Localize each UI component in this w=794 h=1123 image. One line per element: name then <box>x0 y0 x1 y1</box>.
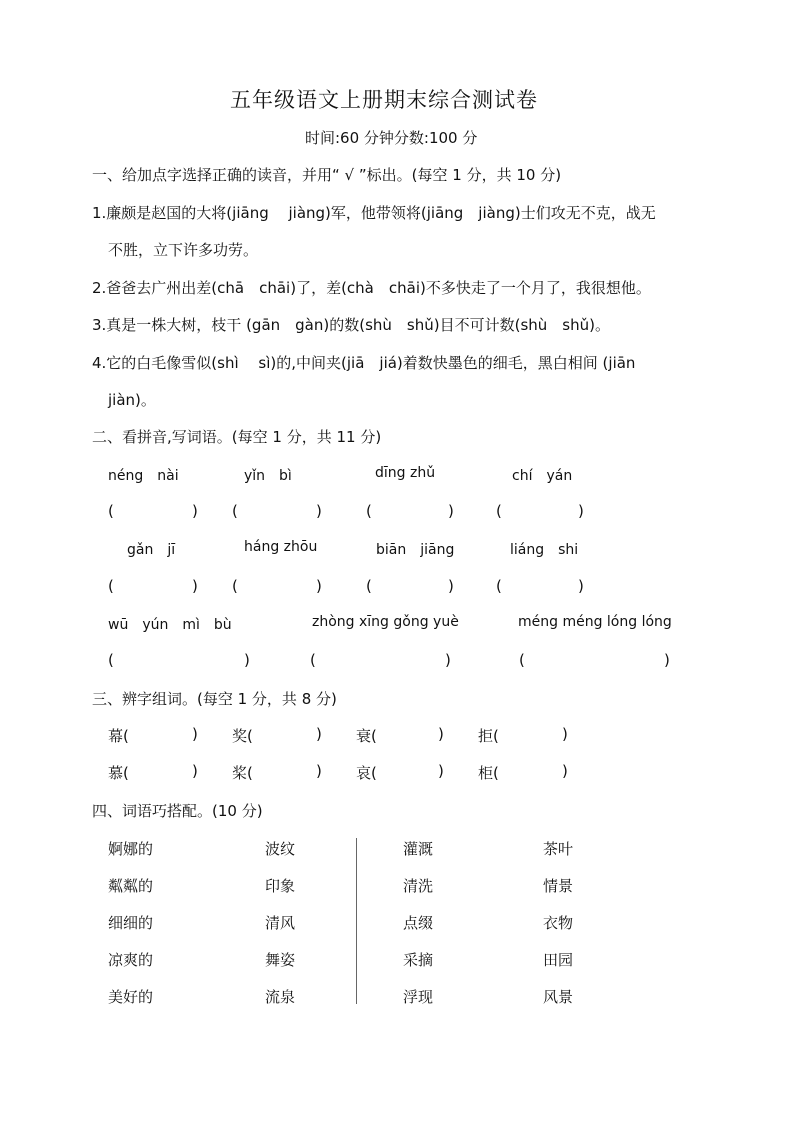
answer-blank-close: ) <box>448 577 454 595</box>
exam-time-score: 时间:60 分钟分数:100 分 <box>305 129 478 147</box>
section2-heading: 二、看拼音,写词语。(每空 1 分，共 11 分) <box>92 428 382 446</box>
pinyin-item: dīng zhǔ <box>375 465 436 481</box>
word-noun: 舞姿 <box>265 951 296 969</box>
answer-blank-open: ( <box>232 577 238 595</box>
answer-blank-open: ( <box>496 502 502 520</box>
pinyin-item: gǎn jī <box>127 542 176 558</box>
char-item: 慕( <box>108 764 129 782</box>
pinyin-item: zhòng xīng gǒng yuè <box>312 614 459 630</box>
char-item: 拒( <box>478 727 499 745</box>
answer-blank-close: ) <box>438 725 444 743</box>
answer-blank-open: ( <box>232 502 238 520</box>
char-item: 奖( <box>232 727 253 745</box>
column-divider <box>356 838 357 1004</box>
question-1-line-2: 不胜，立下许多功劳。 <box>108 241 259 259</box>
pinyin-item: yǐn bì <box>244 468 292 484</box>
word-noun: 清风 <box>265 914 296 932</box>
word-noun: 波纹 <box>265 840 296 858</box>
answer-blank-close: ) <box>562 762 568 780</box>
word-adjective: 细细的 <box>108 914 154 932</box>
char-item: 柜( <box>478 764 499 782</box>
answer-blank-open: ( <box>366 577 372 595</box>
answer-blank-close: ) <box>316 725 322 743</box>
answer-blank-close: ) <box>316 502 322 520</box>
answer-blank-open: ( <box>496 577 502 595</box>
word-verb: 点缀 <box>403 914 434 932</box>
section4-heading: 四、词语巧搭配。(10 分) <box>92 802 263 820</box>
pinyin-item: méng méng lóng lóng <box>518 614 672 630</box>
answer-blank-open: ( <box>108 577 114 595</box>
word-verb: 清洗 <box>403 877 434 895</box>
answer-blank-close: ) <box>316 762 322 780</box>
question-2: 2.爸爸去广州出差(chā chāi)了，差(chà chāi)不多快走了一个月了，我很想他。 <box>92 279 651 297</box>
question-4-line-1: 4.它的白毛像雪似(shì sì)的,中间夹(jiā jiá)着数快墨色的细毛，黑白相间 (jiān <box>92 354 636 372</box>
pinyin-item: biān jiāng <box>376 542 455 558</box>
section3-heading: 三、辨字组词。(每空 1 分，共 8 分) <box>92 690 337 708</box>
word-adjective: 粼粼的 <box>108 877 154 895</box>
pinyin-item: néng nài <box>108 468 179 484</box>
answer-blank-close: ) <box>192 762 198 780</box>
answer-blank-close: ) <box>192 577 198 595</box>
word-adjective: 美好的 <box>108 988 154 1006</box>
answer-blank-open: ( <box>519 651 525 669</box>
answer-blank-close: ) <box>192 725 198 743</box>
word-adjective: 凉爽的 <box>108 951 154 969</box>
char-item: 衰( <box>356 727 377 745</box>
question-3: 3.真是一株大树，枝干 (gān gàn)的数(shù shǔ)目不可计数(shù shǔ)。 <box>92 316 610 334</box>
answer-blank-open: ( <box>108 651 114 669</box>
answer-blank-close: ) <box>192 502 198 520</box>
word-noun: 印象 <box>265 877 296 895</box>
pinyin-item: háng zhōu <box>244 539 318 555</box>
question-4-line-2: jiàn)。 <box>108 391 156 409</box>
answer-blank-close: ) <box>438 762 444 780</box>
answer-blank-close: ) <box>448 502 454 520</box>
answer-blank-close: ) <box>578 577 584 595</box>
section1-heading: 一、给加点字选择正确的读音，并用“ √ ”标出。(每空 1 分，共 10 分) <box>92 166 562 184</box>
question-1-line-1: 1.廉颇是赵国的大将(jiāng jiàng)军，他带领将(jiāng jiàng)士们攻无不克，战无 <box>92 204 656 222</box>
word-object: 风景 <box>543 988 574 1006</box>
word-adjective: 婀娜的 <box>108 840 154 858</box>
answer-blank-close: ) <box>664 651 670 669</box>
answer-blank-close: ) <box>578 502 584 520</box>
answer-blank-close: ) <box>316 577 322 595</box>
word-verb: 浮现 <box>403 988 434 1006</box>
answer-blank-open: ( <box>366 502 372 520</box>
answer-blank-close: ) <box>562 725 568 743</box>
word-noun: 流泉 <box>265 988 296 1006</box>
char-item: 幕( <box>108 727 129 745</box>
word-object: 衣物 <box>543 914 574 932</box>
word-object: 茶叶 <box>543 840 574 858</box>
word-object: 田园 <box>543 951 574 969</box>
answer-blank-open: ( <box>310 651 316 669</box>
answer-blank-open: ( <box>108 502 114 520</box>
char-item: 哀( <box>356 764 377 782</box>
pinyin-item: liáng shi <box>510 542 579 558</box>
answer-blank-close: ) <box>244 651 250 669</box>
pinyin-item: wū yún mì bù <box>108 617 232 633</box>
page-title: 五年级语文上册期末综合测试卷 <box>230 88 538 112</box>
pinyin-item: chí yán <box>512 468 573 484</box>
answer-blank-close: ) <box>445 651 451 669</box>
word-verb: 采摘 <box>403 951 434 969</box>
word-object: 情景 <box>543 877 574 895</box>
word-verb: 灌溉 <box>403 840 434 858</box>
char-item: 桨( <box>232 764 253 782</box>
